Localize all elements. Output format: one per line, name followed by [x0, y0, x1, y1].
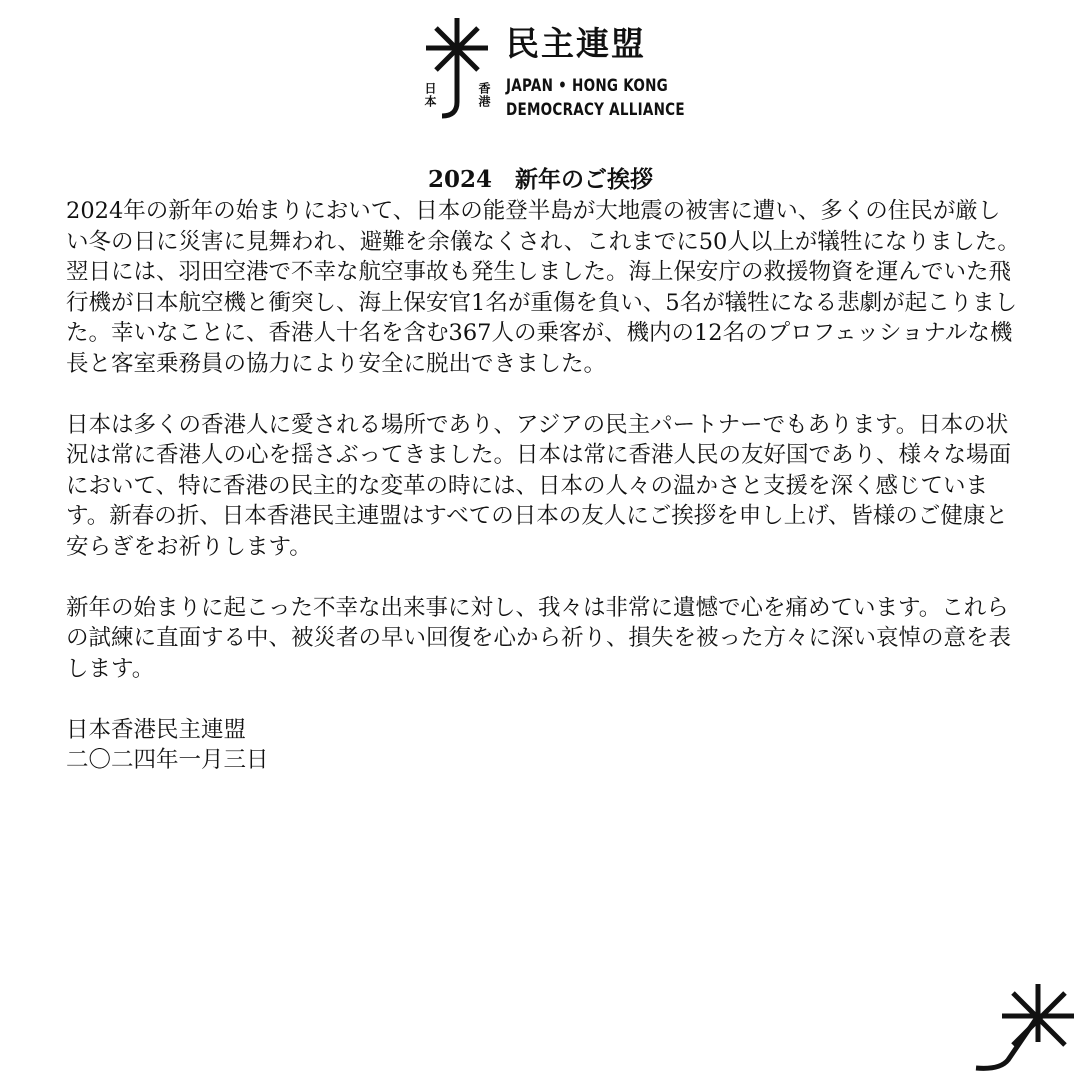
paragraph-friendship: 日本は多くの香港人に愛される場所であり、アジアの民主パートナーでもあります。日本の状況は常に香港人の心を揺さぶってきました。日本は常に香港人民の友好国であり、様々な場面において、特に香港の民主的な変革の時には、日本の人々の温かさと支援を深く感じています。新春の折、日本香港民主連盟はすべての日本の友人にご挨拶を申し上げ、皆様のご健康と安らぎをお祈りします。	[66, 411, 1012, 560]
logo-vertical-hongkong: 香港	[477, 82, 491, 108]
corner-asterisk-hook-icon	[972, 980, 1078, 1074]
signature-date: 二〇二四年一月三日	[66, 747, 269, 773]
paragraph-condolence: 新年の始まりに起こった不幸な出来事に対し、我々は非常に遺憾で心を痛めています。これらの試練に直面する中、被災者の早い回復を心から祈り、損失を被った方々に深い哀悼の意を表します。	[66, 594, 1012, 682]
header-logo	[422, 16, 685, 122]
logo-title: 民主連盟	[506, 24, 646, 63]
signature-organization: 日本香港民主連盟	[66, 716, 247, 743]
logo-vertical-japan: 日本	[423, 82, 437, 108]
letter-title: 2024 新年のご挨拶	[427, 166, 653, 193]
logo-english-line2: DEMOCRACY ALLIANCE	[506, 100, 685, 119]
paragraph-disaster: 2024年の新年の始まりにおいて、日本の能登半島が大地震の被害に遭い、多くの住民が厳しい冬の日に災害に見舞われ、避難を余儀なくされ、これまでに50人以上が犠牲になりました。翌日には、羽田空港で不幸な航空事故も発生しました。海上保安庁の救援物資を運んでいた飛行機が日本航空機と衝突し、海上保安官1名が重傷を負い、5名が犠牲になる悲劇が起こりました。幸いなことに、香港人十名を含む367人の乗客が、機内の12名のプロフェッショナルな機長と客室乗務員の協力により安全に脱出できました。	[66, 198, 1020, 377]
letter-body	[66, 196, 1021, 776]
logo-english-line1: JAPAN • HONG KONG	[506, 76, 669, 95]
